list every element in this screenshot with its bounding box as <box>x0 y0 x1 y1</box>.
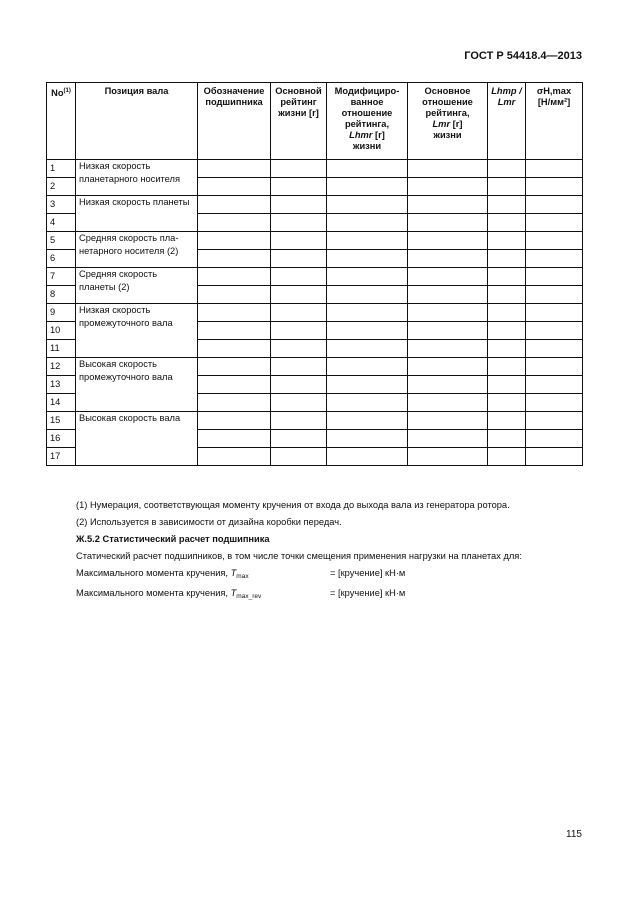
row-number: 17 <box>47 448 76 466</box>
empty-cell <box>488 196 526 214</box>
empty-cell <box>271 286 327 304</box>
row-number: 14 <box>47 394 76 412</box>
empty-cell <box>488 358 526 376</box>
empty-cell <box>408 232 488 250</box>
empty-cell <box>327 430 408 448</box>
row-number: 11 <box>47 340 76 358</box>
empty-cell <box>488 322 526 340</box>
empty-cell <box>408 250 488 268</box>
empty-cell <box>526 430 583 448</box>
empty-cell <box>327 178 408 196</box>
empty-cell <box>327 358 408 376</box>
empty-cell <box>327 304 408 322</box>
shaft-position: Средняя скорость пла-нетарного носителя (2) <box>76 232 198 268</box>
row-number: 3 <box>47 196 76 214</box>
table-row <box>47 304 583 322</box>
row-number: 9 <box>47 304 76 322</box>
empty-cell <box>198 412 271 430</box>
empty-cell <box>526 268 583 286</box>
empty-cell <box>488 268 526 286</box>
empty-cell <box>198 268 271 286</box>
empty-cell <box>408 196 488 214</box>
row-number: 15 <box>47 412 76 430</box>
row-number: 8 <box>47 286 76 304</box>
shaft-position: Низкая скорость планеты <box>76 196 198 232</box>
empty-cell <box>271 448 327 466</box>
empty-cell <box>198 304 271 322</box>
empty-cell <box>488 178 526 196</box>
empty-cell <box>271 322 327 340</box>
empty-cell <box>271 412 327 430</box>
shaft-position: Высокая скорость промежуточного вала <box>76 358 198 412</box>
empty-cell <box>488 412 526 430</box>
empty-cell <box>526 250 583 268</box>
empty-cell <box>198 358 271 376</box>
empty-cell <box>408 412 488 430</box>
empty-cell <box>271 430 327 448</box>
table-header-row <box>47 83 583 160</box>
empty-cell <box>198 394 271 412</box>
empty-cell <box>271 358 327 376</box>
row-number: 13 <box>47 376 76 394</box>
empty-cell <box>198 340 271 358</box>
empty-cell <box>488 160 526 178</box>
empty-cell <box>198 322 271 340</box>
row-number: 6 <box>47 250 76 268</box>
table-row <box>47 196 583 214</box>
table-row <box>47 232 583 250</box>
empty-cell <box>526 448 583 466</box>
table-body <box>47 160 583 466</box>
empty-cell <box>526 196 583 214</box>
empty-cell <box>327 412 408 430</box>
row-number: 5 <box>47 232 76 250</box>
empty-cell <box>271 214 327 232</box>
table-row <box>47 412 583 430</box>
empty-cell <box>408 430 488 448</box>
empty-cell <box>408 394 488 412</box>
empty-cell <box>408 160 488 178</box>
empty-cell <box>327 196 408 214</box>
col-header-position: Позиция вала <box>76 83 198 160</box>
empty-cell <box>408 376 488 394</box>
empty-cell <box>327 160 408 178</box>
col-header-no: No$^{(1)}$ <box>47 83 76 160</box>
empty-cell <box>198 448 271 466</box>
empty-cell <box>327 448 408 466</box>
empty-cell <box>408 322 488 340</box>
bearing-table <box>46 82 583 466</box>
table-row <box>47 268 583 286</box>
empty-cell <box>271 376 327 394</box>
empty-cell <box>327 268 408 286</box>
col-header-basic-ratio: Основное отношение рейтинга, Lmr [r] жизни <box>408 83 488 160</box>
empty-cell <box>327 286 408 304</box>
empty-cell <box>408 358 488 376</box>
empty-cell <box>327 376 408 394</box>
empty-cell <box>198 232 271 250</box>
empty-cell <box>271 232 327 250</box>
empty-cell <box>526 376 583 394</box>
formula-max-torque: Максимального момента кручения, $T_{max}$ = [кручение] кН·м <box>76 568 406 580</box>
empty-cell <box>488 394 526 412</box>
notes-section <box>76 497 576 605</box>
row-number: 16 <box>47 430 76 448</box>
empty-cell <box>526 178 583 196</box>
empty-cell <box>271 268 327 286</box>
col-header-sigma: σH,max [Н/мм²] <box>526 83 583 160</box>
empty-cell <box>271 394 327 412</box>
shaft-position: Низкая скорость промежуточного вала <box>76 304 198 358</box>
empty-cell <box>198 214 271 232</box>
empty-cell <box>408 340 488 358</box>
row-number: 2 <box>47 178 76 196</box>
row-number: 12 <box>47 358 76 376</box>
table-row <box>47 358 583 376</box>
empty-cell <box>526 394 583 412</box>
empty-cell <box>488 286 526 304</box>
col-header-designation: Обозначение подшипника <box>198 83 271 160</box>
footnote-1: (1) Нумерация, соответствующая моменту кручения от входа до выхода вала из генератора ротора. <box>76 500 510 510</box>
empty-cell <box>327 232 408 250</box>
empty-cell <box>271 196 327 214</box>
empty-cell <box>271 250 327 268</box>
row-number: 7 <box>47 268 76 286</box>
empty-cell <box>198 376 271 394</box>
page-number: 115 <box>566 829 582 840</box>
shaft-position: Низкая скорость планетарного носителя <box>76 160 198 196</box>
empty-cell <box>198 178 271 196</box>
empty-cell <box>408 268 488 286</box>
empty-cell <box>327 250 408 268</box>
empty-cell <box>408 286 488 304</box>
section-paragraph: Статический расчет подшипников, в том числе точки смещения применения нагрузки на планетах для: <box>76 551 522 561</box>
footnote-2: (2) Используется в зависимости от дизайна коробки передач. <box>76 517 342 527</box>
row-number: 4 <box>47 214 76 232</box>
shaft-position: Высокая скорость вала <box>76 412 198 466</box>
empty-cell <box>408 304 488 322</box>
empty-cell <box>327 322 408 340</box>
col-header-ratio: Lhmp / Lmr <box>488 83 526 160</box>
empty-cell <box>526 340 583 358</box>
empty-cell <box>271 340 327 358</box>
empty-cell <box>271 160 327 178</box>
empty-cell <box>526 412 583 430</box>
empty-cell <box>526 214 583 232</box>
empty-cell <box>526 304 583 322</box>
empty-cell <box>488 376 526 394</box>
col-header-basic-rating: Основной рейтинг жизни [r] <box>271 83 327 160</box>
empty-cell <box>488 214 526 232</box>
shaft-position: Средняя скорость планеты (2) <box>76 268 198 304</box>
empty-cell <box>488 232 526 250</box>
empty-cell <box>526 286 583 304</box>
empty-cell <box>488 430 526 448</box>
empty-cell <box>198 160 271 178</box>
empty-cell <box>488 250 526 268</box>
empty-cell <box>198 196 271 214</box>
empty-cell <box>526 358 583 376</box>
table-row <box>47 160 583 178</box>
empty-cell <box>271 304 327 322</box>
empty-cell <box>488 448 526 466</box>
empty-cell <box>198 250 271 268</box>
empty-cell <box>271 178 327 196</box>
empty-cell <box>408 214 488 232</box>
empty-cell <box>526 232 583 250</box>
col-header-modified-rating: Модифициро-ванное отношение рейтинга, Lhmr [r] жизни <box>327 83 408 160</box>
empty-cell <box>526 322 583 340</box>
empty-cell <box>526 160 583 178</box>
row-number: 10 <box>47 322 76 340</box>
empty-cell <box>198 430 271 448</box>
document-header: ГОСТ Р 54418.4—2013 <box>464 50 582 62</box>
formula-max-rev-torque: Максимального момента кручения, $T_{max\_rev}$ = [кручение] кН·м <box>76 588 406 600</box>
section-title: Ж.5.2 Статистический расчет подшипника <box>76 534 270 544</box>
empty-cell <box>408 448 488 466</box>
empty-cell <box>198 286 271 304</box>
empty-cell <box>488 304 526 322</box>
empty-cell <box>327 394 408 412</box>
empty-cell <box>327 340 408 358</box>
row-number: 1 <box>47 160 76 178</box>
empty-cell <box>488 340 526 358</box>
empty-cell <box>408 178 488 196</box>
empty-cell <box>327 214 408 232</box>
